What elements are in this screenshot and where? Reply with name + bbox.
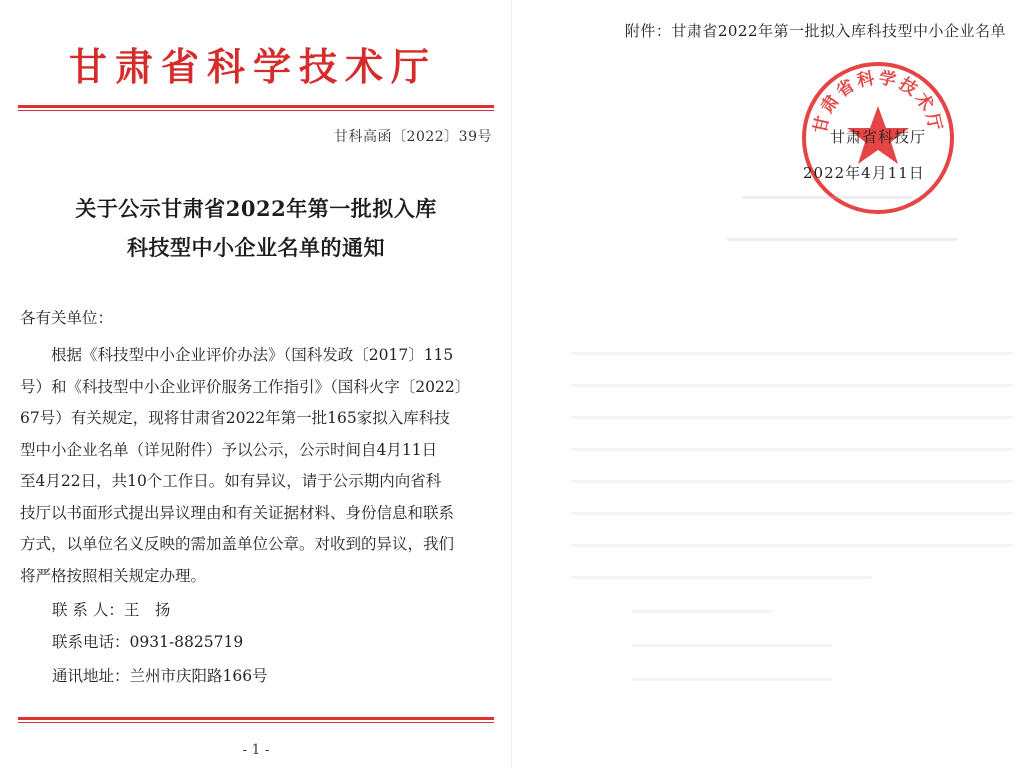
right-page [512,0,1024,768]
red-header-title: 甘肃省科学技术厅 [68,45,437,89]
document-number: 甘科高函〔2022〕39号 [334,129,492,145]
body-line: 至4月22日，共10个工作日。如有异议，请于公示期内向省科 [20,472,442,490]
notice-title-line-1: 关于公示甘肃省2022年第一批拟入库 [75,196,437,221]
contact-person: 联 系 人：王 扬 [52,601,171,619]
salutation: 各有关单位： [20,309,114,327]
notice-title-line-2: 科技型中小企业名单的通知 [127,235,385,260]
bleed-through-shadow [572,416,1012,419]
bleed-through-shadow [572,576,872,579]
bleed-through-shadow [572,384,1012,387]
page-number: - 1 - [242,742,270,758]
bleed-through-shadow [572,480,1012,483]
bleed-through-shadow [632,610,772,613]
svg-text:甘肃省科学技术厅: 甘肃省科学技术厅 [810,68,946,136]
red-header-rule-thin [18,110,494,111]
footer-red-rule [18,717,494,720]
signing-date: 2022年4月11日 [803,164,925,182]
attachment-title: 附件：甘肃省2022年第一批拟入库科技型中小企业名单 [624,22,1006,40]
body-line: 技厅以书面形式提出异议理由和有关证据材料、身份信息和联系 [20,504,455,522]
bleed-through-shadow [742,196,912,199]
red-header-rule [18,105,494,108]
bleed-through-shadow [572,352,1012,355]
signing-authority: 甘肃省科技厅 [830,128,927,146]
bleed-through-shadow [572,544,1012,547]
bleed-through-shadow [632,678,832,681]
body-line: 号）和《科技型中小企业评价服务工作指引》（国科火字〔2022〕 [20,378,471,396]
bleed-through-shadow [632,644,832,647]
bleed-through-shadow [727,238,957,241]
body-line: 方式，以单位名义反映的需加盖单位公章。对收到的异议，我们 [20,535,455,553]
body-line: 根据《科技型中小企业评价办法》（国科发政〔2017〕115 [20,346,454,364]
body-line: 67号）有关规定，现将甘肃省2022年第一批165家拟入库科技 [20,409,450,427]
body-line: 将严格按照相关规定办理。 [20,567,207,585]
contact-address: 通讯地址：兰州市庆阳路166号 [52,667,268,685]
footer-red-rule-thin [18,722,494,723]
bleed-through-shadow [572,448,1012,451]
bleed-through-shadow [572,512,1012,515]
contact-phone: 联系电话：0931-8825719 [52,633,244,651]
body-line: 型中小企业名单（详见附件）予以公示，公示时间自4月11日 [20,441,438,459]
